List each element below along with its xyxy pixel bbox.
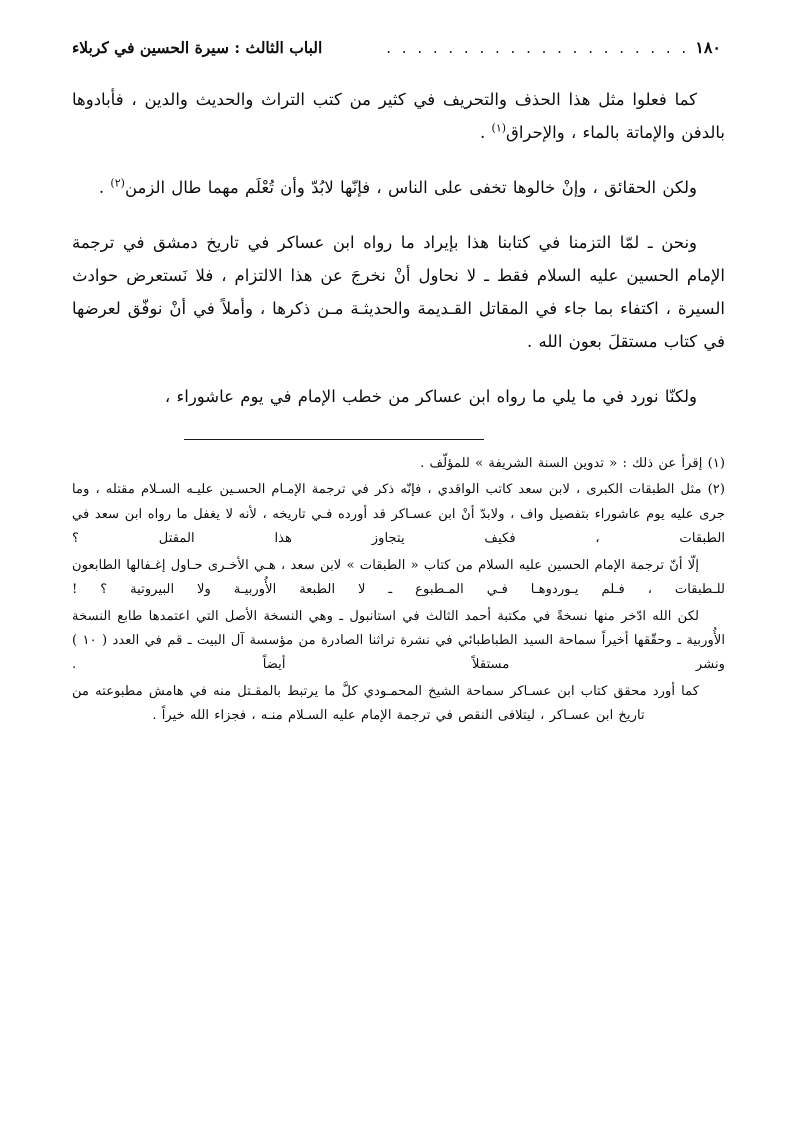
body-text: [72, 83, 725, 413]
footnote-2-continuation-1: إلّا أنّ ترجمة الإمام الحسين عليه السلام من كتاب « الطبقات » لابن سعد ، هـي الأخـرى حـاول إغـفالها الطابعون للـطبقات ، فـلم يـوردوهـا فـي المـطبوع ـ لا الطبعة الأُوربيـة ولا البيروتية ؟ !: [72, 557, 725, 598]
header-chapter-title: الباب الثالث : سيرة الحسين في كربلاء: [72, 38, 323, 57]
header-dot-leader: . . . . . . . . . . . . . . . . . . . .: [386, 39, 690, 57]
footnote-2-continuation-2: لكن الله ادّخر منها نسخةً في مكتبة أحمد الثالث في استانبول ـ وهي النسخة الأصل التي اعتمدها طابع النسخة الأُوربية ـ وحقّقها أخيراً سماحة السيد الطباطبائي في نشرة تراثنا الصادرة من مؤسسة آل البيت ـ قم في العدد ( ١٠ ) ونشر مستقلاً أيضاً .: [72, 608, 726, 673]
footnote-2-continuation-3: كما أورد محقق كتاب ابن عسـاكر سماحة الشيخ المحمـودي كلَّ ما يرتبط بالمقـتل منه في هامش مطبوعته من تاريخ ابن عسـاكر ، ليتلافى النقص في ترجمة الإمام عليه السـلام منـه ، فجزاء الله خيراً .: [72, 683, 699, 724]
footnote-1-marker: (١): [707, 456, 725, 471]
paragraph-3-text: ونحن ـ لمّا التزمنا في كتابنا هذا بإيراد ما رواه ابن عساكر في تاريخ دمشق في ترجمة الإمام الحسين عليه السلام فقط ـ لا نحاول أنْ نخرجَ عن هذا الالتزام ، فلا نَستعرض حوادث السيرة ، اكتفاء بما جاء في المقاتل القـديمة والحديثـة مـن ذكرها ، وأملاً في أنْ نوفّق لعرضها في كتاب مستقلَ بعون الله .: [72, 233, 725, 351]
footnote-2-text: مثل الطبقات الكبرى ، لابن سعد كاتب الواقدي ، فإنّه ذكر في ترجمة الإمـام الحسـين عليـه السـلام مقتله ، وما جرى عليه يوم عاشوراء بتفصيل واف ، ولابدّ أنْ ابن عسـاكر قد أورده فـي تاريخه ، لأنه لا يغفل ما رواه ابن سعد في الطبقات ، فكيف يتجاوز هذا المقتل ؟: [72, 482, 725, 547]
page-header: [72, 38, 725, 57]
paragraph-4-text: ولكنّا نورد في ما يلي ما رواه ابن عساكر من خطب الإمام في يوم عاشوراء ،: [164, 387, 697, 406]
paragraph-2-text: ولكن الحقائق ، وإنْ خالوها تخفى على الناس ، فإنّها لابُدّ وأن تُعْلَم مهما طال الزمن: [124, 178, 697, 197]
footnote-divider: [184, 439, 484, 440]
footnote-1: [72, 452, 725, 476]
paragraph-2: [72, 171, 725, 204]
paragraph-2-tail: .: [98, 178, 111, 197]
footnotes-section: [72, 452, 725, 729]
footnote-2-marker: (٢): [707, 482, 725, 498]
footnote-ref-2[interactable]: (٢): [110, 176, 125, 190]
footnote-2: [72, 478, 725, 551]
footnote-1-text: إقرأ عن ذلك : « تدوين السنة الشريفة » للمؤلّف .: [420, 456, 703, 471]
paragraph-3: [72, 226, 725, 358]
footnote-ref-1[interactable]: (١): [491, 121, 507, 135]
paragraph-4: [72, 380, 725, 413]
paragraph-1: [72, 83, 725, 149]
paragraph-1-text: كما فعلوا مثل هذا الحذف والتحريف في كثير من كتب التراث والحديث والدين ، فأبادوها بالدفن والإماتة بالماء ، والإحراق: [72, 90, 725, 142]
page-number: ١٨٠: [695, 38, 721, 57]
paragraph-1-tail: .: [480, 123, 492, 142]
